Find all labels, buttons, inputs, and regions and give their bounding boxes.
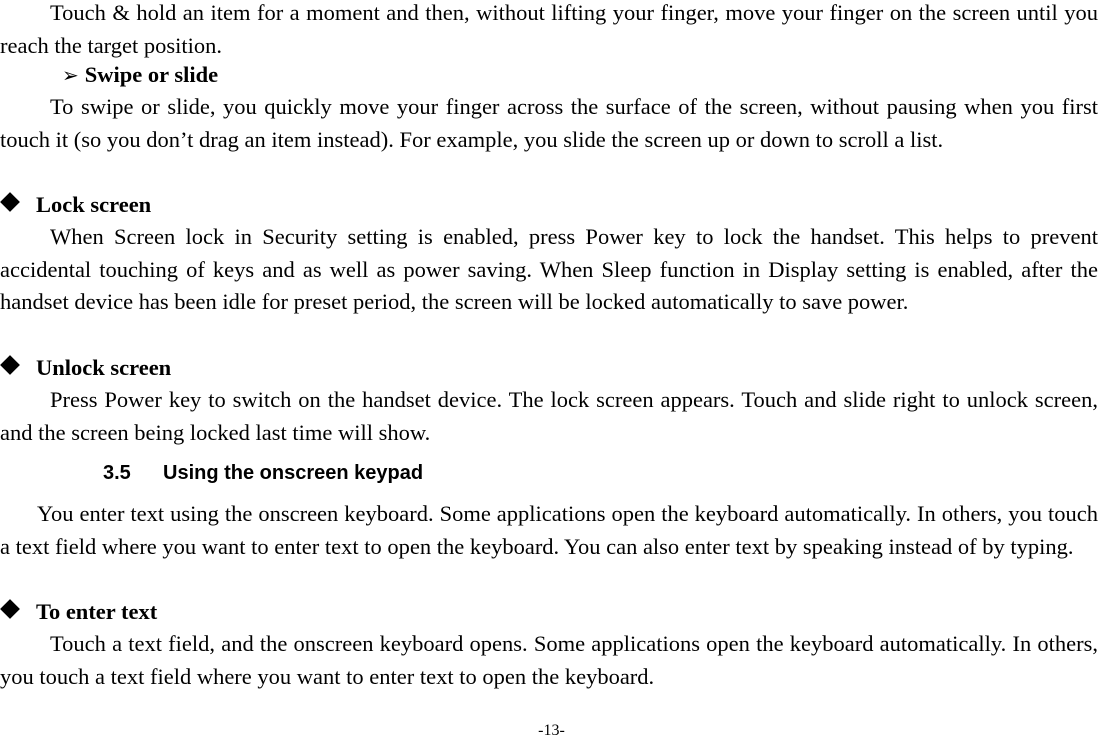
diamond-bullet-icon xyxy=(0,355,20,375)
swipe-heading xyxy=(62,59,218,91)
arrow-bullet-icon: ➢ xyxy=(62,63,79,87)
unlock-heading-text: Unlock screen xyxy=(36,355,172,380)
page-number: -13- xyxy=(538,722,565,739)
swipe-heading-text: Swipe or slide xyxy=(84,62,219,87)
enter-text-heading xyxy=(0,596,157,628)
diamond-bullet-icon xyxy=(0,599,20,619)
unlock-paragraph: Press Power key to switch on the handset device. The lock screen appears. Touch and slide right to unlock screen, and the screen being locked last time will show. xyxy=(0,387,1098,445)
lock-paragraph: When Screen lock in Security setting is enabled, press Power key to lock the handset. This helps to prevent accidental touching of keys and as well as power saving. When Sleep function in Display setting is enabled, after the handset device has been idle for preset period, the screen will be locked automatically to save power. xyxy=(0,224,1098,315)
enter-text-heading-text: To enter text xyxy=(36,599,158,624)
section-title: Using the onscreen keypad xyxy=(163,462,424,484)
diamond-bullet-icon xyxy=(0,192,20,212)
drag-paragraph: Touch & hold an item for a moment and then, without lifting your finger, move your finger on the screen until you reach the target position. xyxy=(0,0,1098,58)
lock-heading-text: Lock screen xyxy=(36,192,152,217)
keypad-paragraph: You enter text using the onscreen keyboard. Some applications open the keyboard automatically. In others, you touch a text field where you want to enter text to open the keyboard. You can also enter text by speaking instead of by typing. xyxy=(0,501,1098,559)
swipe-paragraph: To swipe or slide, you quickly move your finger across the surface of the screen, without pausing when you first touch it (so you don’t drag an item instead). For example, you slide the screen up or down to scroll a list. xyxy=(0,94,1098,152)
section-heading xyxy=(103,459,423,487)
unlock-heading xyxy=(0,352,171,384)
lock-heading xyxy=(0,189,151,221)
section-number: 3.5 xyxy=(103,462,131,484)
enter-text-paragraph: Touch a text field, and the onscreen keyboard opens. Some applications open the keyboard automatically. In others, you touch a text field where you want to enter text to open the keyboard. xyxy=(0,631,1098,689)
